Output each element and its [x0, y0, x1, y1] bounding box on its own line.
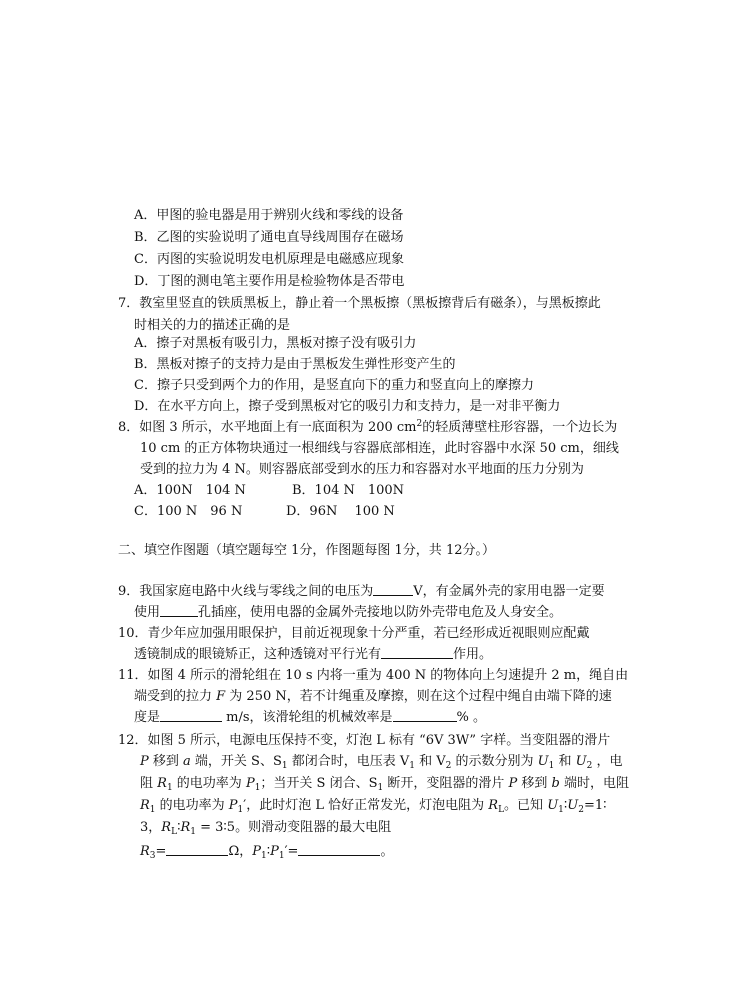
q9-text-b: V，有金属外壳的家用电器一定要 [413, 584, 605, 599]
q11-text-e: % 。 [456, 710, 487, 725]
q6-option-c: C．丙图的实验说明发电机原理是电磁感应现象 [134, 252, 404, 267]
q6-option-b: B．乙图的实验说明了通电直导线周围存在磁场 [134, 230, 404, 245]
q9-text-d: 孔插座，使用电器的金属外壳接地以防外壳带电危及人身安全。 [198, 605, 563, 620]
q12-symbol-r: R [161, 820, 172, 835]
section-2-heading: 二、填空作图题（填空题每空 1分，作图题每图 1分，共 12分。） [118, 543, 495, 558]
q12-symbol-r: R [488, 798, 499, 813]
q8-stem-line3: 受到的拉力为 4 N。则容器底部受到水的压力和容器对水平地面的压力分别为 [140, 462, 584, 477]
q8-unit-sup: 2 [416, 419, 423, 429]
q9-blank-voltage[interactable] [373, 583, 413, 596]
q12-sub: 1 [237, 805, 244, 815]
q12-text: 移到 [148, 754, 184, 769]
q12-blank-resistance[interactable] [166, 843, 228, 856]
q12-symbol-p: P [508, 776, 518, 791]
q8-option-a: A．100N 104 N [134, 483, 246, 498]
q12-text: = 3∶5。则滑动变阻器的最大电阻 [195, 820, 392, 835]
q9-blank-socket[interactable] [160, 604, 198, 617]
q11-text-c: 度是 [134, 710, 161, 725]
q12-line2 [140, 751, 622, 772]
q12-text: 都闭合时，电压表 V [287, 754, 410, 769]
q6-option-d: D．丁图的测电笔主要作用是检验物体是否带电 [134, 274, 405, 289]
q12-text: ，电 [592, 754, 623, 769]
q12-symbol-r: R [140, 844, 150, 859]
q12-text: ；当开关 S 闭合、S [260, 776, 378, 791]
q12-text: 的示数分别为 [451, 754, 538, 769]
q12-text: 。已知 [504, 798, 548, 813]
q7-stem-line1: 7．教室里竖直的铁质黑板上，静止着一个黑板擦（黑板擦背后有磁条），与黑板擦此 [118, 296, 601, 311]
q12-sub: 1 [166, 783, 173, 793]
q12-symbol-p: P [140, 754, 149, 769]
q12-sub: L [498, 805, 505, 815]
q12-symbol-u: U [537, 754, 549, 769]
q7-stem-line2: 时相关的力的描述正确的是 [134, 318, 291, 333]
q12-sub: 1 [260, 851, 267, 861]
q12-sub: 2 [578, 805, 584, 815]
q6-option-a: A．甲图的验电器是用于辨别火线和零线的设备 [134, 208, 404, 223]
q12-text: ∶ [177, 820, 181, 835]
q7-option-a: A．擦子对黑板有吸引力，黑板对擦子没有吸引力 [134, 336, 417, 351]
q12-sub: L [171, 827, 178, 837]
q12-symbol-a: a [183, 754, 191, 769]
q12-line5 [140, 817, 391, 838]
q12-sub: 2 [586, 761, 593, 771]
q11-blank-speed[interactable] [160, 709, 222, 722]
q9-text-c: 使用 [134, 605, 161, 620]
q12-symbol-p: P [270, 844, 279, 859]
q12-text: 端，开关 S、S [190, 754, 282, 769]
q10-line1: 10．青少年应加强用眼保护，目前近视现象十分严重，若已经形成近视眼则应配戴 [118, 626, 590, 641]
q9-line2 [134, 602, 562, 623]
q8-option-b: B．104 N 100N [292, 483, 405, 498]
q12-text: 的电功率为 [155, 798, 229, 813]
q8-stem-line1 [118, 417, 617, 438]
q11-line1: 11．如图 4 所示的滑轮组在 10 s 内将一重为 400 N 的物体向上匀速提升 2 m，绳自由 [118, 668, 629, 683]
q12-text: ′= [284, 844, 299, 859]
q9-line1 [118, 581, 605, 602]
q10-text-b: 作用。 [453, 647, 493, 662]
q12-symbol-p: P [228, 798, 238, 813]
q12-symbol-p: P [252, 844, 261, 859]
q12-sub: 1 [558, 805, 564, 815]
q12-text: 和 V [414, 754, 446, 769]
q8-option-d: D．96N 100 N [286, 504, 395, 519]
q12-blank-ratio[interactable] [298, 843, 380, 856]
q12-text: = [155, 844, 167, 859]
q12-text: 端时，电阻 [559, 776, 629, 791]
q11-text-b: 为 250 N，若不计绳重及摩擦，则在这个过程中绳自由端下降的速 [225, 689, 612, 704]
q12-symbol-p: P [245, 776, 255, 791]
q12-text: ∶ [563, 798, 568, 813]
q12-symbol-u: U [547, 798, 559, 813]
q12-text: 和 [554, 754, 576, 769]
q11-text-a: 端受到的拉力 [134, 689, 217, 704]
q8-text-b: 的轻质薄壁柱形容器，一个边长为 [422, 420, 618, 435]
q12-line1: 12．如图 5 所示，电源电压保持不变，灯泡 L 标有 “6V 3W” 字样。当变阻器的滑片 [118, 733, 611, 748]
q12-symbol-u: U [575, 754, 587, 769]
q12-sub: 1 [281, 761, 288, 771]
q12-line4 [140, 795, 607, 816]
q7-option-c: C．擦子只受到两个力的作用，是竖直向下的重力和竖直向上的摩擦力 [134, 378, 534, 393]
q11-text-d: m/s，该滑轮组的机械效率是 [222, 710, 393, 725]
q12-sub: 1 [548, 761, 555, 771]
q12-text: 阻 [140, 776, 158, 791]
q8-stem-line2: 10 cm 的正方体物块通过一根细线与容器底部相连，此时容器中水深 50 cm，细线 [140, 441, 619, 456]
q12-text: 的电功率为 [172, 776, 246, 791]
q12-text: Ω， [228, 844, 253, 859]
q12-sub: 1 [254, 783, 261, 793]
q12-text: ∶ [266, 844, 271, 859]
q12-symbol-r: R [140, 798, 150, 813]
q12-text: 3， [140, 820, 162, 835]
q11-line3 [134, 707, 486, 728]
q12-sub: 3 [149, 851, 156, 861]
q12-text: 断开，变阻器的滑片 [383, 776, 509, 791]
q12-sub: 1 [278, 851, 285, 861]
q12-symbol-r: R [157, 776, 167, 791]
q11-force-symbol: F [216, 689, 226, 704]
q9-text-a: 9．我国家庭电路中火线与零线之间的电压为 [118, 584, 374, 599]
q12-sub: 2 [445, 761, 452, 771]
q12-text: =1∶ [583, 798, 607, 813]
q12-symbol-u: U [567, 798, 579, 813]
q10-text-a: 透镜制成的眼镜矫正，这种透镜对平行光有 [134, 647, 382, 662]
q11-line2 [134, 686, 612, 707]
q10-line2 [134, 644, 492, 665]
q12-symbol-r: R [180, 820, 191, 835]
q11-blank-efficiency[interactable] [393, 709, 457, 722]
q12-line3 [140, 773, 629, 794]
q12-symbol-b: b [551, 776, 560, 791]
q7-option-d: D．在水平方向上，擦子受到黑板对它的吸引力和支持力，是一对非平衡力 [134, 399, 561, 414]
q7-option-b: B．黑板对擦子的支持力是由于黑板发生弹性形变产生的 [134, 357, 456, 372]
q12-sub: 1 [377, 783, 384, 793]
q12-text: 。 [380, 844, 394, 859]
q8-text-a: 8．如图 3 所示，水平地面上有一底面积为 200 cm [118, 420, 417, 435]
q12-sub: 1 [409, 761, 415, 771]
q12-sub: 1 [190, 827, 196, 837]
q12-sub: 1 [149, 805, 156, 815]
q12-text: ′，此时灯泡 L 恰好正常发光，灯泡电阻为 [243, 798, 489, 813]
q8-option-c: C．100 N 96 N [134, 504, 243, 519]
q12-line6 [140, 841, 393, 862]
q10-blank-effect[interactable] [381, 646, 453, 659]
q12-text: 移到 [517, 776, 552, 791]
